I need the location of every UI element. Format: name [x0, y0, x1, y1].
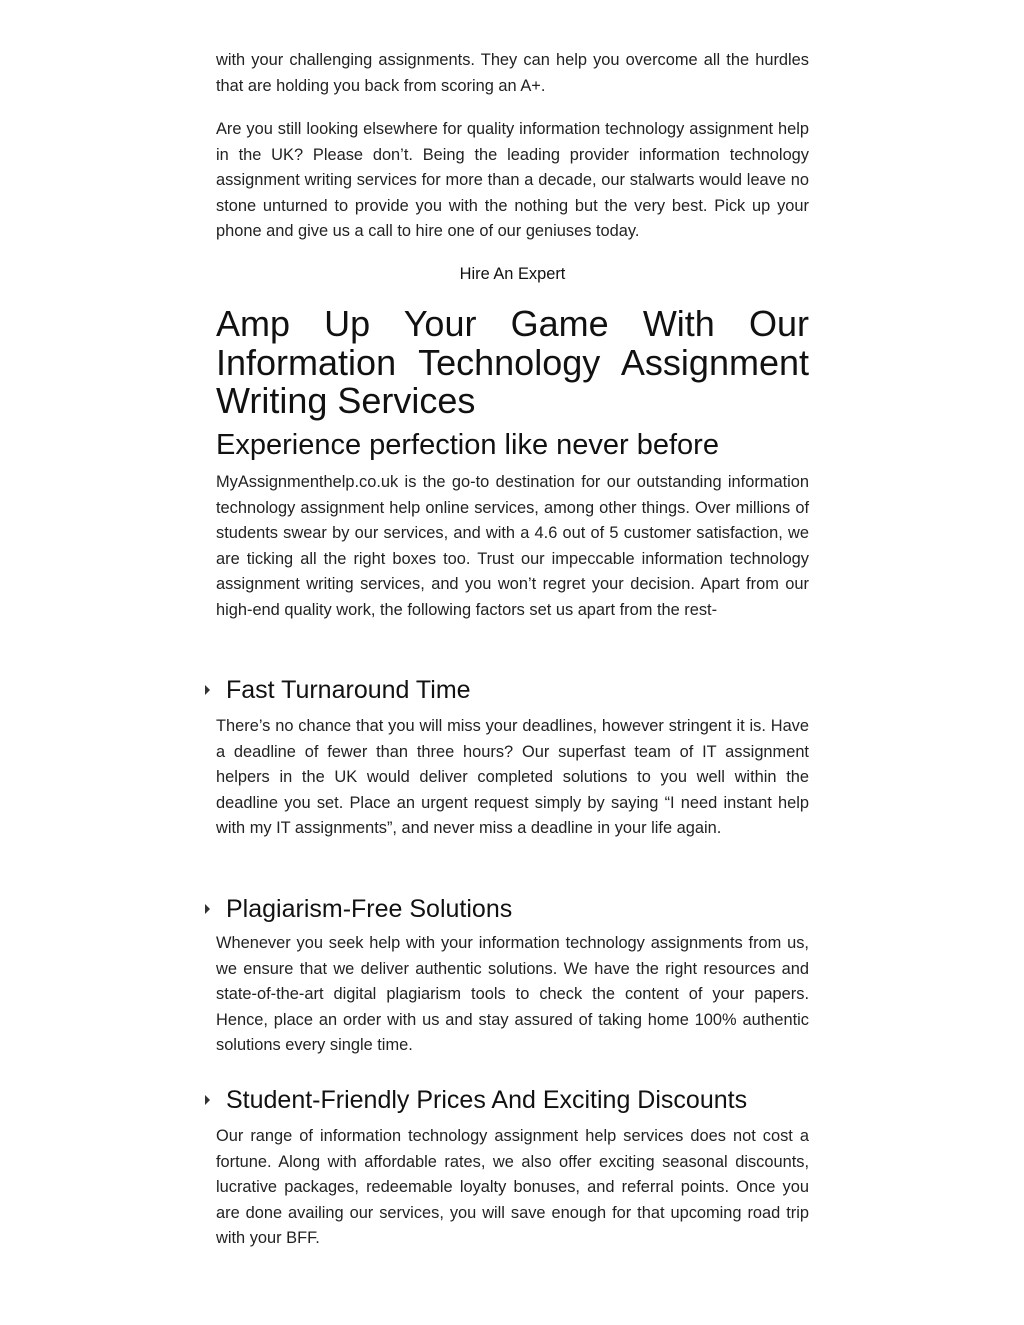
section-title: Fast Turnaround Time — [226, 676, 471, 704]
intro-paragraph-2: Are you still looking elsewhere for quality information technology assignment help in the UK? Please don’t. Being the leading provider information technology assignment writing services for more than a decade, our stalwarts would leave no stone unturned to provide you with the nothing but the very best. Pick up your phone and give us a call to hire one of our geniuses today. — [216, 120, 809, 241]
section-heading-plagiarism-free[interactable] — [206, 893, 826, 925]
section-text-prices-discounts: Our range of information technology assignment help services does not cost a fortune. Along with affordable rates, we also offer exciting seasonal discounts, lucrative packages, redeemable loyalty bonuses, and referral points. Once you are done availing our services, you will save enough for that upcoming road trip with your BFF. — [216, 1127, 809, 1248]
hire-an-expert-link[interactable]: Hire An Expert — [459, 265, 566, 283]
caret-right-icon — [205, 1095, 210, 1105]
section-title: Plagiarism-Free Solutions — [226, 895, 513, 923]
section-text-plagiarism-free: Whenever you seek help with your information technology assignments from us, we ensure that we deliver authentic solutions. We have the right resources and state-of-the-art digital plagiarism tools to check the content of your papers. Hence, place an order with us and stay assured of taking home 100% authentic solutions every single time. — [216, 934, 809, 1055]
section-heading-prices-discounts[interactable] — [206, 1084, 826, 1116]
main-paragraph: MyAssignmenthelp.co.uk is the go-to destination for our outstanding information technology assignment help online services, among other things. Over millions of students swear by our services, and with a 4.6 out of 5 customer satisfaction, we are ticking all the right boxes too. Trust our impeccable information technology assignment writing services, and you won’t regret your decision. Apart from our high-end quality work, the following factors set us apart from the rest- — [216, 473, 809, 619]
section-heading-fast-turnaround[interactable] — [206, 674, 826, 706]
page-title: Amp Up Your Game With Our Information Technology Assignment Writing Services — [216, 303, 809, 421]
caret-right-icon — [205, 904, 210, 914]
caret-right-icon — [205, 685, 210, 695]
section-title: Student-Friendly Prices And Exciting Discounts — [226, 1086, 748, 1114]
page-subtitle: Experience perfection like never before — [216, 429, 719, 461]
intro-paragraph-1: with your challenging assignments. They can help you overcome all the hurdles that are holding you back from scoring an A+. — [216, 51, 809, 95]
section-text-fast-turnaround: There’s no chance that you will miss your deadlines, however stringent it is. Have a deadline of fewer than three hours? Our superfast team of IT assignment helpers in the UK would deliver completed solutions to you well within the deadline you set. Place an urgent request simply by saying “I need instant help with my IT assignments”, and never miss a deadline in your life again. — [216, 717, 809, 838]
